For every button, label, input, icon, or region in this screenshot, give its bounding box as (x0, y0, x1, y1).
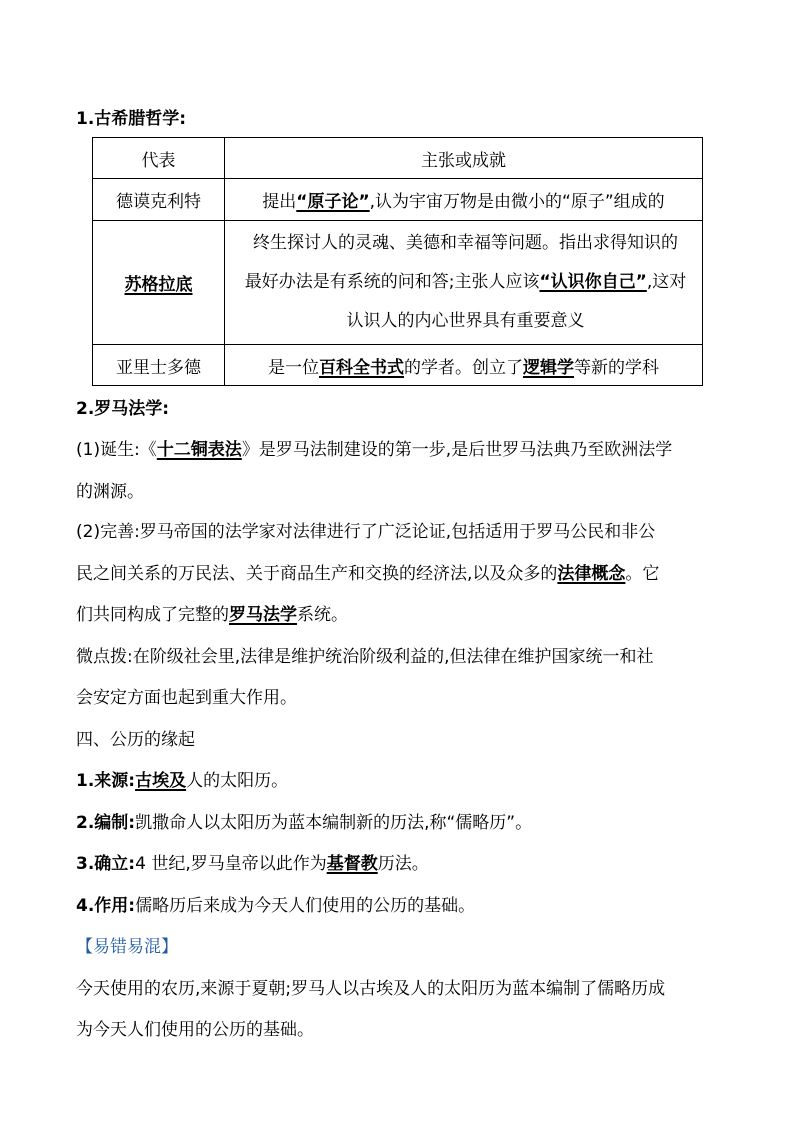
paragraph-line: 的渊源。 (76, 482, 144, 502)
text-segment: 提出 (262, 192, 297, 212)
table-row (93, 345, 703, 386)
text-segment: 4 世纪,罗马皇帝以此作为 (135, 854, 327, 874)
text-segment: 的学者。创立了 (404, 357, 523, 378)
text-segment: 民之间关系的万民法、关于商品生产和交换的经济法,以及众多的 (76, 564, 558, 584)
text-segment: 等新的学科 (574, 357, 659, 378)
text-segment: 凯撒命人以太阳历为蓝本编制新的历法,称“儒略历”。 (135, 813, 533, 833)
text-segment: 儒略历后来成为今天人们使用的公历的基础。 (135, 896, 476, 916)
paragraph-line (76, 439, 724, 461)
paragraph-line: (2)完善:罗马帝国的法学家对法律进行了广泛论证,包括适用于罗马公民和非公 (76, 522, 656, 542)
text-segment: 》是罗马法制建设的第一步,是后世罗马法典乃至欧洲法学 (241, 440, 673, 460)
key-term: 罗马法学 (229, 605, 297, 625)
text-line (229, 263, 702, 302)
section4-heading: 四、公历的缘起 (76, 730, 195, 750)
philosopher-name: 德谟克利特 (93, 179, 225, 221)
paragraph-line (76, 563, 724, 585)
section2-heading: 2.罗马法学: (76, 399, 170, 419)
key-term: “原子论” (296, 192, 370, 212)
table-header-row (93, 138, 703, 179)
philosopher-name: 亚里士多德 (93, 345, 225, 386)
list-item (76, 770, 724, 792)
text-line: 终生探讨人的灵魂、美德和幸福等问题。指出求得知识的 (253, 233, 678, 253)
section1-heading: 1.古希腊哲学: (76, 109, 187, 129)
text-segment: 历法。 (377, 854, 429, 874)
item-label: 3.确立: (76, 854, 136, 874)
text-segment: 们共同构成了完整的 (76, 605, 229, 625)
table-row (93, 221, 703, 345)
errors-title: 【易错易混】 (76, 937, 178, 957)
philosopher-name: 苏格拉底 (124, 275, 193, 295)
achievement-cell (225, 179, 703, 221)
text-segment: 系统。 (297, 605, 348, 625)
achievement-cell (225, 345, 703, 386)
key-term: 十二铜表法 (156, 440, 242, 460)
philosophy-table (92, 137, 703, 386)
table-row (93, 179, 703, 221)
achievement-cell (225, 221, 703, 345)
paragraph-line: 会安定方面也起到重大作用。 (76, 688, 297, 708)
list-item (76, 895, 724, 917)
paragraph-line: 为今天人们使用的公历的基础。 (76, 1020, 314, 1040)
text-segment: 最好办法是有系统的问和答;主张人应该 (244, 272, 540, 292)
text-segment: ,这对 (646, 272, 687, 292)
key-term: 法律概念 (557, 564, 626, 584)
text-segment: 。它 (625, 564, 660, 584)
key-term: 古埃及 (135, 771, 187, 791)
item-label: 2.编制: (76, 813, 136, 833)
text-segment: 是一位 (268, 357, 319, 378)
paragraph-line (76, 604, 724, 626)
text-segment: (1)诞生:《 (76, 440, 157, 460)
paragraph-line: 微点拨:在阶级社会里,法律是维护统治阶级利益的,但法律在维护国家统一和社 (76, 647, 654, 667)
list-item (76, 812, 724, 834)
paragraph-line: 今天使用的农历,来源于夏朝;罗马人以古埃及人的太阳历为蓝本编制了儒略历成 (76, 979, 666, 999)
key-term: 基督教 (326, 854, 378, 874)
key-term: “认识你自己” (539, 272, 647, 292)
text-segment: ,认为宇宙万物是由微小的“原子”组成的 (369, 192, 665, 212)
item-label: 1.来源: (76, 771, 136, 791)
list-item (76, 853, 724, 875)
text-segment: 人的太阳历。 (186, 771, 289, 791)
key-term: 百科全书式 (319, 357, 404, 378)
text-line: 认识人的内心世界具有重要意义 (346, 311, 585, 331)
key-term: 逻辑学 (523, 357, 574, 378)
header-representative: 代表 (93, 138, 225, 179)
header-achievement: 主张或成就 (225, 138, 703, 179)
item-label: 4.作用: (76, 896, 136, 916)
